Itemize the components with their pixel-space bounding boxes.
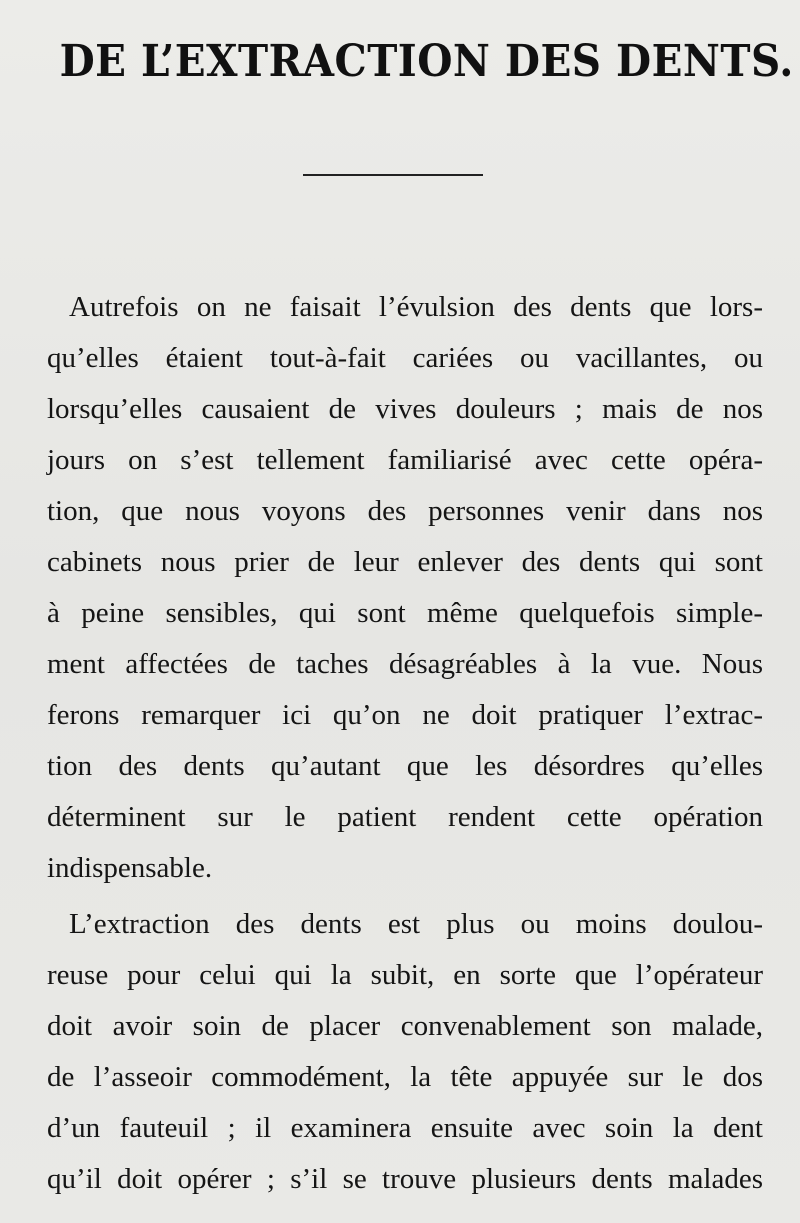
text-line: qu’elles étaient tout-à-fait cariées ou vacillantes, ou xyxy=(47,342,763,374)
text-line: lorsqu’elles causaient de vives douleurs ; mais de nos xyxy=(47,393,763,425)
text-line: à peine sensibles, qui sont même quelquefois simple- xyxy=(47,597,763,629)
text-line: Autrefois on ne faisait l’évulsion des dents que lors- xyxy=(69,291,763,323)
text-line: reuse pour celui qui la subit, en sorte que l’opérateur xyxy=(47,959,763,991)
paragraph-2 xyxy=(47,899,763,1205)
body-text xyxy=(47,282,763,1205)
paragraph-1 xyxy=(47,282,763,894)
text-line: d’un fauteuil ; il examinera ensuite avec soin la dent xyxy=(47,1112,763,1144)
text-line: indispensable. xyxy=(47,852,213,884)
text-line: ment affectées de taches désagréables à la vue. Nous xyxy=(47,648,763,680)
text-line: tion des dents qu’autant que les désordres qu’elles xyxy=(47,750,763,782)
title-rule xyxy=(303,174,483,176)
text-line: de l’asseoir commodément, la tête appuyée sur le dos xyxy=(47,1061,763,1093)
text-line: L’extraction des dents est plus ou moins doulou- xyxy=(69,908,763,940)
text-line: ferons remarquer ici qu’on ne doit pratiquer l’extrac- xyxy=(47,699,763,731)
text-line: cabinets nous prier de leur enlever des dents qui sont xyxy=(47,546,763,578)
text-line: déterminent sur le patient rendent cette opération xyxy=(47,801,763,833)
page-title: DE L’EXTRACTION DES DENTS. xyxy=(59,36,794,87)
text-line: jours on s’est tellement familiarisé avec cette opéra- xyxy=(47,444,763,476)
text-line: tion, que nous voyons des personnes venir dans nos xyxy=(47,495,763,527)
text-line: qu’il doit opérer ; s’il se trouve plusieurs dents malades xyxy=(47,1163,763,1195)
text-line: doit avoir soin de placer convenablement son malade, xyxy=(47,1010,763,1042)
